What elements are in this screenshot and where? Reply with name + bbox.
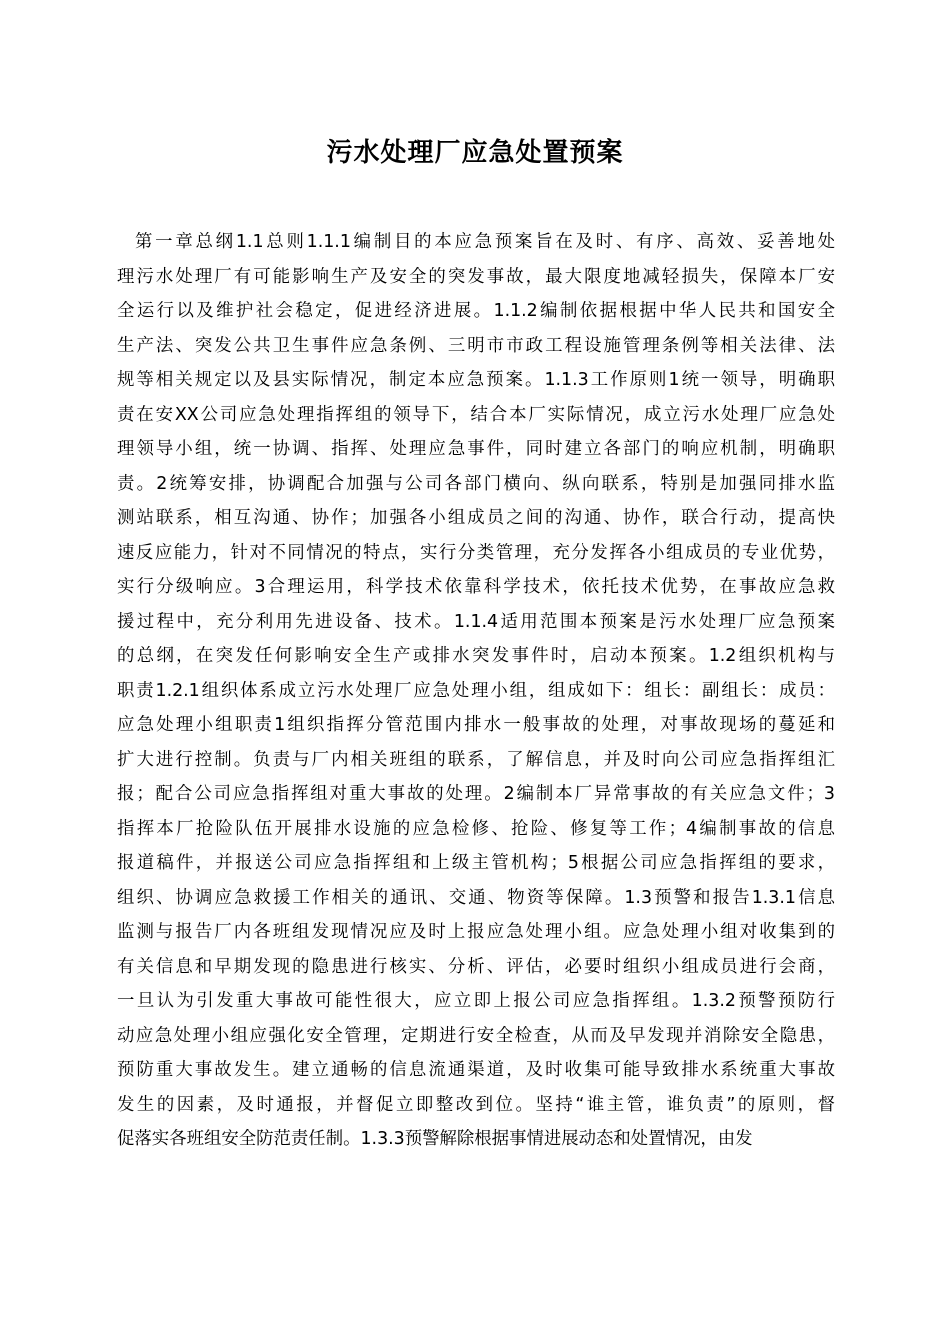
body-line: 应急处理小组职责1组织指挥分管范围内排水一般事故的处理，对事故现场的蔓延和 xyxy=(117,715,835,735)
body-line: 理领导小组，统一协调、指挥、处理应急事件，同时建立各部门的响应机制，明确职 xyxy=(117,439,835,459)
body-line: 动应急处理小组应强化安全管理，定期进行安全检查，从而及早发现并消除安全隐患， xyxy=(117,1025,835,1046)
body-line: 扩大进行控制。负责与厂内相关班组的联系，了解信息，并及时向公司应急指挥组汇 xyxy=(117,749,835,770)
body-line: 职责1.2.1组织体系成立污水处理厂应急处理小组，组成如下：组长：副组长：成员： xyxy=(117,680,835,701)
body-line: 发生的因素，及时通报，并督促立即整改到位。坚持“谁主管，谁负责”的原则，督 xyxy=(117,1094,835,1115)
body-line: 实行分级响应。3合理运用，科学技术依靠科学技术，依托技术优势，在事故应急救 xyxy=(117,577,835,597)
body-line: 测站联系，相互沟通、协作；加强各小组成员之间的沟通、协作，联合行动，提高快 xyxy=(117,508,835,528)
body-line: 有关信息和早期发现的隐患进行核实、分析、评估，必要时组织小组成员进行会商， xyxy=(117,956,835,977)
document-title: 污水处理厂应急处置预案 xyxy=(326,138,624,168)
body-line: 理污水处理厂有可能影响生产及安全的突发事故，最大限度地减轻损失，保障本厂安 xyxy=(117,266,835,287)
body-line: 报道稿件，并报送公司应急指挥组和上级主管机构；5根据公司应急指挥组的要求， xyxy=(117,853,835,873)
body-line: 援过程中，充分利用先进设备、技术。1.1.4适用范围本预案是污水处理厂应急预案 xyxy=(117,611,835,632)
body-line: 的总纲，在突发任何影响安全生产或排水突发事件时，启动本预案。1.2组织机构与 xyxy=(117,646,835,666)
body-line: 预防重大事故发生。建立通畅的信息流通渠道，及时收集可能导致排水系统重大事故 xyxy=(117,1060,835,1080)
body-line: 责。2统筹安排，协调配合加强与公司各部门横向、纵向联系，特别是加强同排水监 xyxy=(117,473,835,494)
body-line: 第一章总纲1.1总则1.1.1编制目的本应急预案旨在及时、有序、高效、妥善地处 xyxy=(135,232,835,252)
body-line: 报；配合公司应急指挥组对重大事故的处理。2编制本厂异常事故的有关应急文件；3 xyxy=(117,784,835,804)
body-line: 一旦认为引发重大事故可能性很大，应立即上报公司应急指挥组。1.3.2预警预防行 xyxy=(117,991,835,1011)
body-line: 责在安XX公司应急处理指挥组的领导下，结合本厂实际情况，成立污水处理厂应急处 xyxy=(117,404,835,425)
body-line: 促落实各班组安全防范责任制。1.3.3预警解除根据事情进展动态和处置情况，由发 xyxy=(117,1129,753,1149)
body-line: 规等相关规定以及县实际情况，制定本应急预案。1.1.3工作原则1统一领导，明确职 xyxy=(117,370,835,390)
body-line: 组织、协调应急救援工作相关的通讯、交通、物资等保障。1.3预警和报告1.3.1信息 xyxy=(117,887,835,908)
body-line: 生产法、突发公共卫生事件应急条例、三明市市政工程设施管理条例等相关法律、法 xyxy=(117,335,835,356)
document-body xyxy=(117,225,835,1157)
body-line: 监测与报告厂内各班组发现情况应及时上报应急处理小组。应急处理小组对收集到的 xyxy=(117,922,835,942)
body-line: 速反应能力，针对不同情况的特点，实行分类管理，充分发挥各小组成员的专业优势， xyxy=(117,542,835,563)
body-line: 指挥本厂抢险队伍开展排水设施的应急检修、抢险、修复等工作；4编制事故的信息 xyxy=(117,818,835,839)
body-line: 全运行以及维护社会稳定，促进经济进展。1.1.2编制依据根据中华人民共和国安全 xyxy=(117,301,835,321)
